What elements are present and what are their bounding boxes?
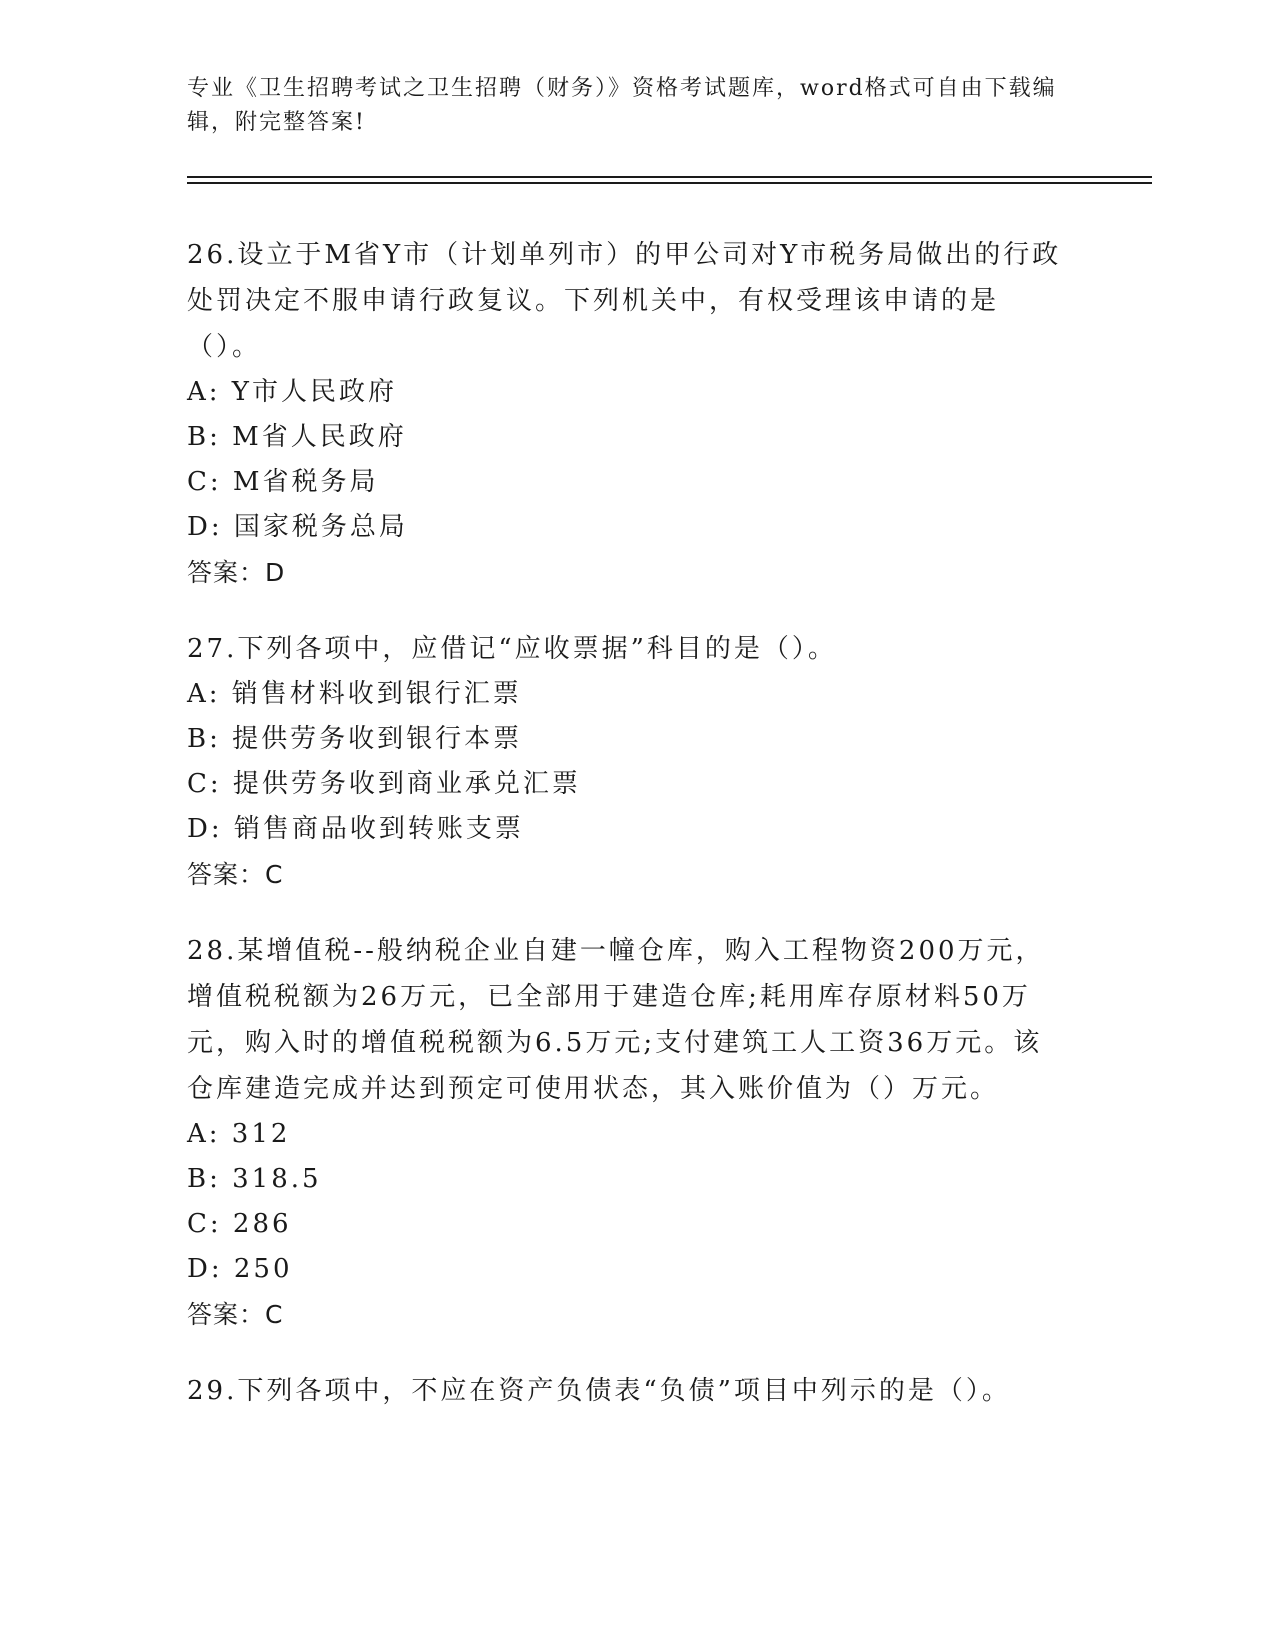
option-c: C: 286	[187, 1209, 292, 1239]
header-divider-bottom	[187, 182, 1152, 184]
question-29	[187, 1368, 1067, 1414]
option-a: A: 312	[187, 1119, 291, 1149]
answer-label: 答案：D	[187, 558, 286, 587]
option-c: C: M省税务局	[187, 467, 379, 497]
answer-label: 答案：C	[187, 1300, 284, 1329]
document-intro: 专业《卫生招聘考试之卫生招聘（财务）》资格考试题库，word格式可自由下载编辑，附完整答案!	[187, 76, 1057, 135]
question-28	[187, 928, 1067, 1338]
question-stem: 26.设立于M省Y市（计划单列市）的甲公司对Y市税务局做出的行政处罚决定不服申请行政复议。下列机关中，有权受理该申请的是（）。	[187, 240, 1062, 362]
option-a: A: 销售材料收到银行汇票	[187, 679, 522, 709]
header-divider-top	[187, 176, 1152, 178]
question-26	[187, 232, 1067, 596]
option-a: A: Y市人民政府	[187, 377, 397, 407]
option-d: D: 国家税务总局	[187, 512, 408, 542]
question-stem: 29.下列各项中，不应在资产负债表“负债”项目中列示的是（）。	[187, 1376, 1011, 1406]
question-stem: 27.下列各项中，应借记“应收票据”科目的是（）。	[187, 634, 837, 664]
question-list	[187, 232, 1067, 1444]
question-stem: 28.某增值税--般纳税企业自建一幢仓库，购入工程物资200万元，增值税税额为26万元，已全部用于建造仓库;耗用库存原材料50万元，购入时的增值税税额为6.5万元;支付建筑工人工资36万元。该仓库建造完成并达到预定可使用状态，其入账价值为（）万元。	[187, 936, 1045, 1104]
answer-label: 答案：C	[187, 860, 284, 889]
option-b: B: 提供劳务收到银行本票	[187, 724, 523, 754]
option-d: D: 销售商品收到转账支票	[187, 814, 524, 844]
option-c: C: 提供劳务收到商业承兑汇票	[187, 769, 581, 799]
option-d: D: 250	[187, 1254, 293, 1284]
option-b: B: 318.5	[187, 1164, 322, 1194]
question-27	[187, 626, 1067, 898]
option-b: B: M省人民政府	[187, 422, 407, 452]
